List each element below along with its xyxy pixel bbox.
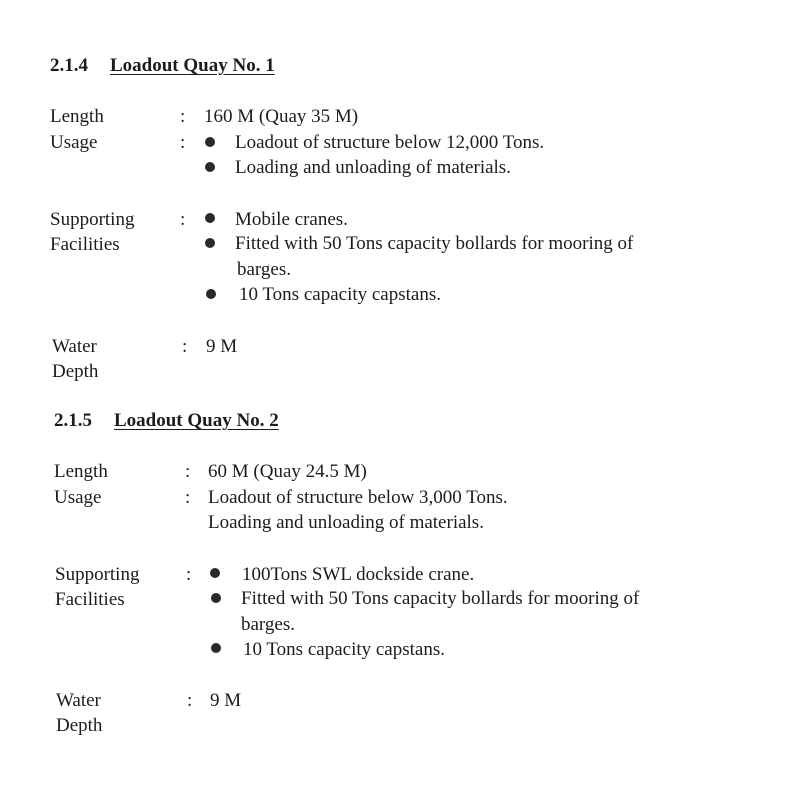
section-heading-2-1-4: [50, 55, 275, 77]
supporting-item: Mobile cranes.: [235, 209, 348, 230]
water-depth-value: 9 M: [210, 690, 242, 711]
section-number: 2.1.4: [50, 55, 88, 76]
supporting-item-continued: barges.: [241, 614, 295, 635]
usage-item: Loading and unloading of materials.: [235, 157, 511, 178]
usage-item: Loadout of structure below 12,000 Tons.: [235, 132, 545, 153]
water-label: Water: [56, 690, 101, 711]
supporting-item: Fitted with 50 Tons capacity bollards for mooring of: [241, 588, 640, 609]
supporting-label: Supporting: [55, 564, 140, 585]
depth-label: Depth: [56, 715, 103, 736]
length-value: 60 M (Quay 24.5 M): [208, 461, 367, 482]
length-label: Length: [54, 461, 108, 482]
usage-label: Usage: [54, 487, 102, 508]
length-label: Length: [50, 106, 104, 127]
colon: :: [180, 132, 186, 153]
supporting-item: Fitted with 50 Tons capacity bollards for mooring of: [235, 233, 634, 254]
colon: :: [186, 564, 192, 585]
depth-label: Depth: [52, 361, 99, 382]
supporting-label: Supporting: [50, 209, 135, 230]
colon: :: [182, 336, 188, 357]
facilities-label: Facilities: [50, 234, 120, 255]
supporting-item-continued: barges.: [237, 259, 291, 280]
colon: :: [185, 461, 191, 482]
bullet-icon: [205, 213, 215, 223]
colon: :: [180, 106, 186, 127]
water-depth-value: 9 M: [206, 336, 238, 357]
section-title: Loadout Quay No. 1: [110, 55, 275, 76]
usage-item: Loading and unloading of materials.: [208, 512, 484, 533]
supporting-item: 100Tons SWL dockside crane.: [242, 564, 475, 585]
colon: :: [180, 209, 186, 230]
bullet-icon: [211, 643, 221, 653]
section-heading-2-1-5: [54, 410, 279, 432]
section-number: 2.1.5: [54, 410, 92, 431]
section-title: Loadout Quay No. 2: [114, 410, 279, 431]
bullet-icon: [205, 162, 215, 172]
bullet-icon: [205, 238, 215, 248]
water-label: Water: [52, 336, 97, 357]
length-value: 160 M (Quay 35 M): [204, 106, 359, 127]
supporting-item: 10 Tons capacity capstans.: [239, 284, 441, 305]
usage-item: Loadout of structure below 3,000 Tons.: [208, 487, 508, 508]
facilities-label: Facilities: [55, 589, 125, 610]
colon: :: [187, 690, 193, 711]
usage-label: Usage: [50, 132, 98, 153]
supporting-item: 10 Tons capacity capstans.: [243, 639, 445, 660]
bullet-icon: [211, 593, 221, 603]
bullet-icon: [205, 137, 215, 147]
bullet-icon: [210, 568, 220, 578]
bullet-icon: [206, 289, 216, 299]
colon: :: [185, 487, 191, 508]
